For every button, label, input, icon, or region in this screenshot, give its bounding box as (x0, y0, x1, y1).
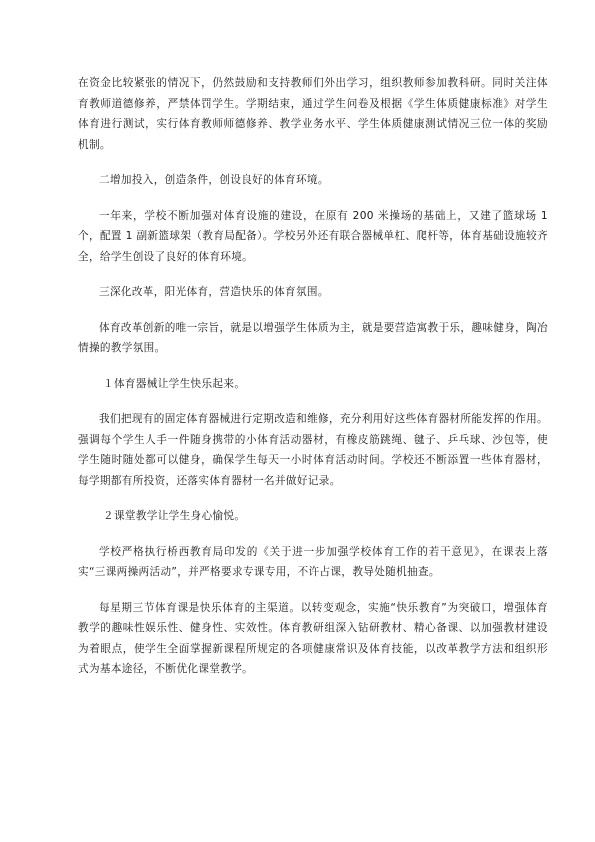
section-heading-2: 二增加投入，创造条件，创设良好的体育环境。 (99, 174, 329, 186)
document-body (78, 73, 548, 680)
subheading-2: ２课堂教学让学生身心愉悦。 (103, 510, 246, 522)
paragraph-3: 体育改革创新的唯一宗旨，就是以增强学生体质为主，就是要营造寓教于乐，趣味健身，陶冶情操的教学氛围。 (78, 321, 548, 354)
paragraph-2: 一年来，学校不断加强对体育设施的建设，在原有 200 米操场的基础上，又建了篮球场 1 个，配置 1 副新篮球架（教育局配备）。学校另外还有联合器械单杠、爬杆等，体育基础设施较齐全，给学生创设了良好的体育环境。 (78, 209, 548, 263)
paragraph-5: 学校严格执行桥西教育局印发的《关于进一步加强学校体育工作的若干意见》，在课表上落实“三课两操两活动”，并严格要求专课专用，不许占课，教导处随机抽查。 (78, 545, 548, 578)
section-heading-3: 三深化改革，阳光体育，营造快乐的体育氛围。 (99, 286, 329, 298)
subheading-1: １体育器械让学生快乐起来。 (103, 377, 246, 390)
paragraph-6: 每星期三节体育课是快乐体育的主渠道。以转变观念，实施“快乐教育”为突破口，增强体育教学的趣味性娱乐性、健身性、实效性。体育教研组深入钻研教材、精心备课、以加强教材建设为着眼点，使学生全面掌握新课程所规定的各项健康常识及体育技能，以改革教学方法和组织形式为基本途径，不断优化课堂教学。 (78, 601, 548, 675)
paragraph-1: 在资金比较紧张的情况下，仍然鼓励和支持教师们外出学习，组织教师参加教科研。同时关注体育教师道德修养，严禁体罚学生。学期结束，通过学生问卷及根据《学生体质健康标准》对学生体育进行测试，实行体育教师师德修养、教学业务水平、学生体质健康测试情况三位一体的奖励机制。 (78, 77, 548, 151)
paragraph-4: 我们把现有的固定体育器械进行定期改造和维修，充分利用好这些体育器材所能发挥的作用。强调每个学生人手一件随身携带的小体育活动器材，有橡皮筋跳绳、毽子、乒乓球、沙包等，使学生随时随处都可以健身，确保学生每天一小时体育活动时间。学校还不断添置一些体育器材，每学期都有所投资，还落实体育器材一名并做好记录。 (78, 413, 548, 487)
